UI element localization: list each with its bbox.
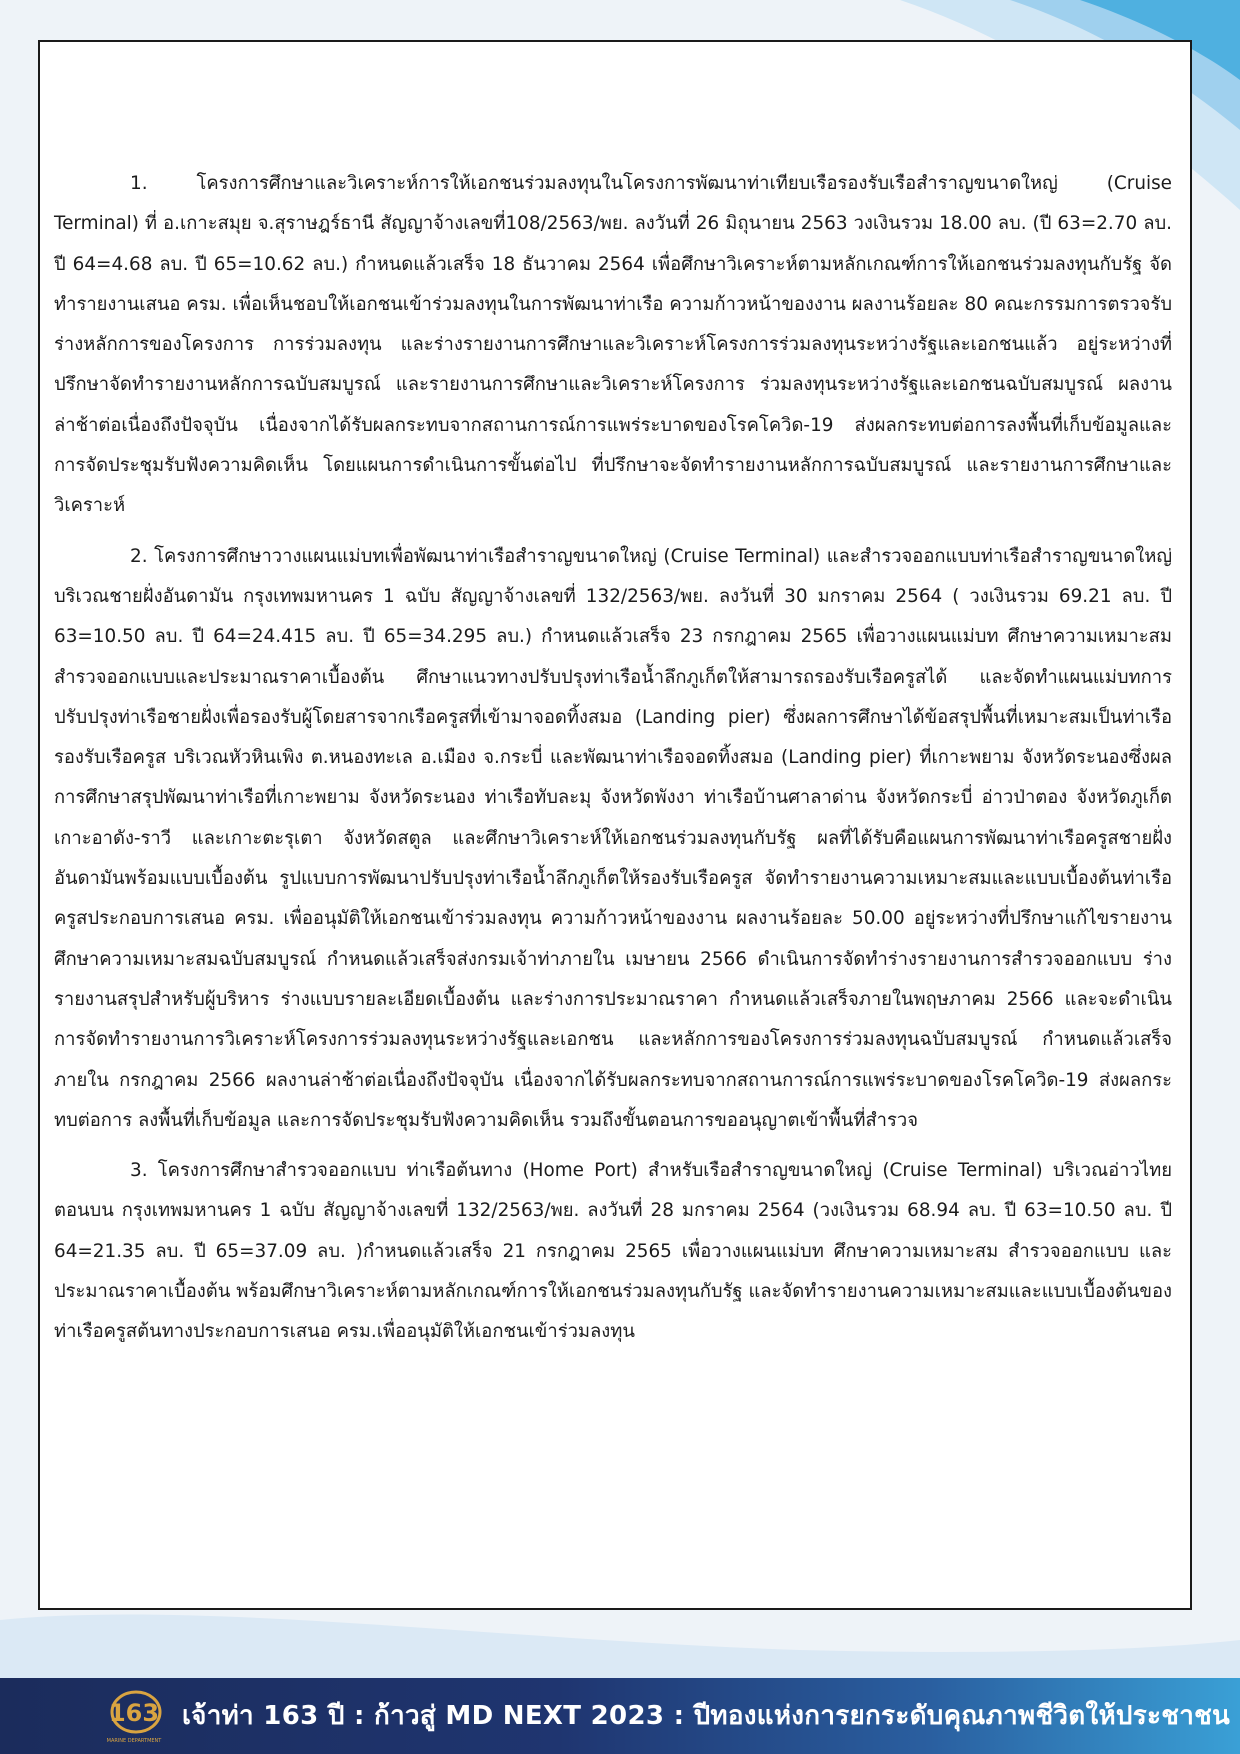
paragraph-project-2: 2. โครงการศึกษาวางแผนแม่บทเพื่อพัฒนาท่าเรือสำราญขนาดใหญ่ (Cruise Terminal) และสำรวจออกแบบท่าเรือสำราญขนาดใหญ่บริเวณชายฝั่งอันดามัน กรุงเทพมหานคร 1 ฉบับ สัญญาจ้างเลขที่ 132/2563/พย. ลงวันที่ 30 มกราคม 2564 ( วงเงินรวม 69.21 ลบ. ปี 63=10.50 ลบ. ปี 64=24.415 ลบ. ปี 65=34.295 ลบ.) กำหนดแล้วเสร็จ 23 กรกฎาคม 2565 เพื่อวางแผนแม่บท ศึกษาความเหมาะสม สำรวจออกแบบและประมาณราคาเบื้องต้น ศึกษาแนวทางปรับปรุงท่าเรือน้ำลึกภูเก็ตให้สามารถรองรับเรือครูสได้ และจัดทำแผนแม่บทการปรับปรุงท่าเรือชายฝั่งเพื่อรองรับผู้โดยสารจากเรือครูสที่เข้ามาจอดทิ้งสมอ (Landing pier) ซึ่งผลการศึกษาได้ข้อสรุปพื้นที่เหมาะสมเป็นท่าเรือรองรับเรือครูส บริเวณหัวหินเพิง ต.หนองทะเล อ.เมือง จ.กระบี่ และพัฒนาท่าเรือจอดทิ้งสมอ (Landing pier) ที่เกาะพยาม จังหวัดระนองซึ่งผลการศึกษาสรุปพัฒนาท่าเรือที่เกาะพยาม จังหวัดระนอง ท่าเรือทับละมุ จังหวัดพังงา ท่าเรือบ้านศาลาด่าน จังหวัดกระบี่ อ่าวป่าตอง จังหวัดภูเก็ต เกาะอาดัง-ราวี และเกาะตะรุเตา จังหวัดสตูล และศึกษาวิเคราะห์ให้เอกชนร่วมลงทุนกับรัฐ ผลที่ได้รับคือแผนการพัฒนาท่าเรือครูสชายฝั่งอันดามันพร้อมแบบเบื้องต้น รูปแบบการพัฒนาปรับปรุงท่าเรือน้ำลึกภูเก็ตให้รองรับเรือครูส จัดทำรายงานความเหมาะสมและแบบเบื้องต้นท่าเรือครูสประกอบการเสนอ ครม. เพื่ออนุมัติให้เอกชนเข้าร่วมลงทุน ความก้าวหน้าของงาน ผลงานร้อยละ 50.00 อยู่ระหว่างที่ปรึกษาแก้ไขรายงานศึกษาความเหมาะสมฉบับสมบูรณ์ กำหนดแล้วเสร็จส่งกรมเจ้าท่าภายใน เมษายน 2566 ดำเนินการจัดทำร่างรายงานการสำรวจออกแบบ ร่างรายงานสรุปสำหรับผู้บริหาร ร่างแบบรายละเอียดเบื้องต้น และร่างการประมาณราคา กำหนดแล้วเสร็จภายในพฤษภาคม 2566 และจะดำเนินการจัดทำรายงานการวิเคราะห์โครงการร่วมลงทุนระหว่างรัฐและเอกชน และหลักการของโครงการร่วมลงทุนฉบับสมบูรณ์ กำหนดแล้วเสร็จภายใน กรกฎาคม 2566 ผลงานล่าช้าต่อเนื่องถึงปัจจุบัน เนื่องจากได้รับผลกระทบจากสถานการณ์การแพร่ระบาดของโรคโควิด-19 ส่งผลกระทบต่อการ ลงพื้นที่เก็บข้อมูล และการจัดประชุมรับฟังความคิดเห็น รวมถึงขั้นตอนการขออนุญาตเข้าพื้นที่สำรวจ	[54, 545, 1172, 1131]
paragraph-project-1: 1. โครงการศึกษาและวิเคราะห์การให้เอกชนร่วมลงทุนในโครงการพัฒนาท่าเทียบเรือรองรับเรือสำราญขนาดใหญ่ (Cruise Terminal) ที่ อ.เกาะสมุย จ.สุราษฎร์ธานี สัญญาจ้างเลขที่108/2563/พย. ลงวันที่ 26 มิถุนายน 2563 วงเงินรวม 18.00 ลบ. (ปี 63=2.70 ลบ. ปี 64=4.68 ลบ. ปี 65=10.62 ลบ.) กำหนดแล้วเสร็จ 18 ธันวาคม 2564 เพื่อศึกษาวิเคราะห์ตามหลักเกณฑ์การให้เอกชนร่วมลงทุนกับรัฐ จัดทำรายงานเสนอ ครม. เพื่อเห็นชอบให้เอกชนเข้าร่วมลงทุนในการพัฒนาท่าเรือ ความก้าวหน้าของงาน ผลงานร้อยละ 80 คณะกรรมการตรวจรับร่างหลักการของโครงการ การร่วมลงทุน และร่างรายงานการศึกษาและวิเคราะห์โครงการร่วมลงทุนระหว่างรัฐและเอกชนแล้ว อยู่ระหว่างที่ปรึกษาจัดทำรายงานหลักการฉบับสมบูรณ์ และรายงานการศึกษาและวิเคราะห์โครงการ ร่วมลงทุนระหว่างรัฐและเอกชนฉบับสมบูรณ์ ผลงานล่าช้าต่อเนื่องถึงปัจจุบัน เนื่องจากได้รับผลกระทบจากสถานการณ์การแพร่ระบาดของโรคโควิด-19 ส่งผลกระทบต่อการลงพื้นที่เก็บข้อมูลและการจัดประชุมรับฟังความคิดเห็น โดยแผนการดำเนินการขั้นต่อไป ที่ปรึกษาจะจัดทำรายงานหลักการฉบับสมบูรณ์ และรายงานการศึกษาและวิเคราะห์	[54, 173, 1172, 517]
document-frame	[38, 40, 1192, 1610]
document-body	[54, 164, 1172, 1363]
paragraph-project-3: 3. โครงการศึกษาสำรวจออกแบบ ท่าเรือต้นทาง (Home Port) สำหรับเรือสำราญขนาดใหญ่ (Cruise Terminal) บริเวณอ่าวไทยตอนบน กรุงเทพมหานคร 1 ฉบับ สัญญาจ้างเลขที่ 132/2563/พย. ลงวันที่ 28 มกราคม 2564 (วงเงินรวม 68.94 ลบ. ปี 63=10.50 ลบ. ปี 64=21.35 ลบ. ปี 65=37.09 ลบ. )กำหนดแล้วเสร็จ 21 กรกฎาคม 2565 เพื่อวางแผนแม่บท ศึกษาความเหมาะสม สำรวจออกแบบ และประมาณราคาเบื้องต้น พร้อมศึกษาวิเคราะห์ตามหลักเกณฑ์การให้เอกชนร่วมลงทุนกับรัฐ และจัดทำรายงานความเหมาะสมและแบบเบื้องต้นของท่าเรือครูสต้นทางประกอบการเสนอ ครม.เพื่ออนุมัติให้เอกชนเข้าร่วมลงทุน	[54, 1160, 1172, 1343]
logo-caption: MARINE DEPARTMENT	[106, 1738, 162, 1744]
footer-slogan: เจ้าท่า 163 ปี : ก้าวสู่ MD NEXT 2023 : ปีทองแห่งการยกระดับคุณภาพชีวิตให้ประชาชน	[182, 1701, 1231, 1731]
footer-banner	[0, 1678, 1240, 1754]
logo-numeral: 163	[108, 1699, 160, 1727]
marine-department-163-logo	[102, 1686, 166, 1746]
